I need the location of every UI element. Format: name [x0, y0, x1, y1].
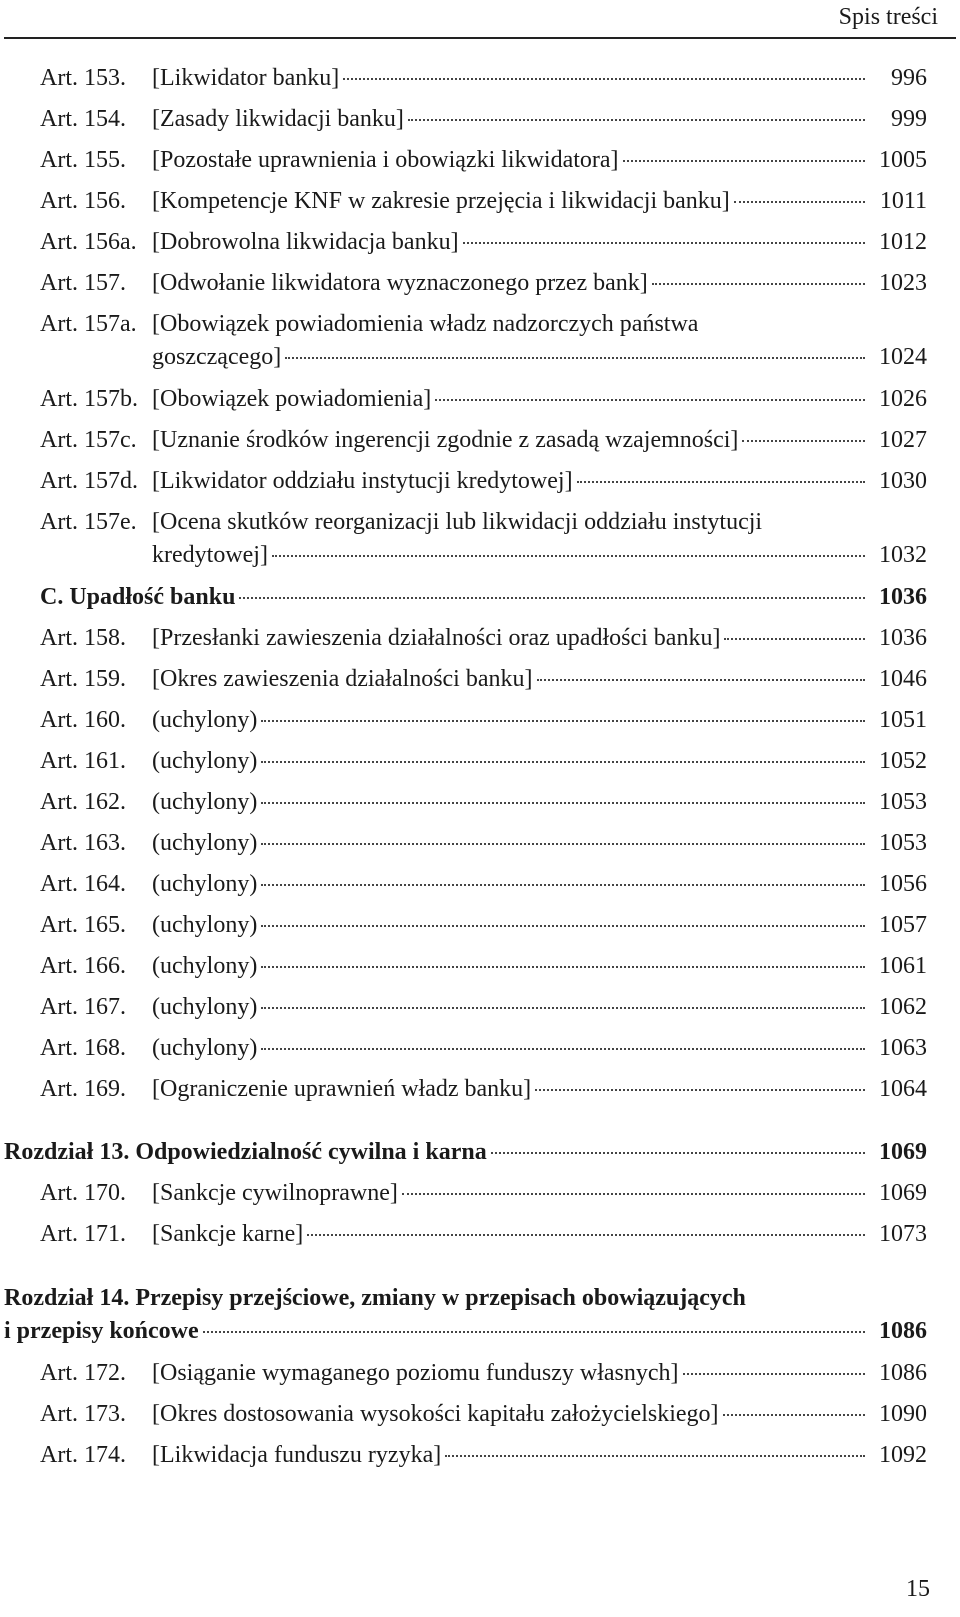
dot-leader [445, 1455, 865, 1457]
article-number: Art. 169. [40, 1076, 126, 1102]
toc-article-entry [0, 62, 960, 95]
entry-title: (uchylony) [152, 789, 258, 815]
entry-title: [Sankcje karne] [152, 1221, 304, 1247]
toc-chapter-entry [0, 1282, 960, 1348]
entry-title: [Obowiązek powiadomienia] [152, 386, 432, 412]
toc-article-entry [0, 103, 960, 136]
dot-leader [463, 242, 865, 244]
page-reference: 1052 [879, 748, 927, 774]
entry-title: (uchylony) [152, 707, 258, 733]
entry-title: (uchylony) [152, 830, 258, 856]
article-number: Art. 159. [40, 666, 126, 692]
toc-article-entry [0, 383, 960, 416]
toc-article-entry [0, 424, 960, 457]
article-number: Art. 166. [40, 953, 126, 979]
page-reference: 1092 [879, 1442, 927, 1468]
article-number: Art. 163. [40, 830, 126, 856]
toc-article-entry [0, 909, 960, 942]
page-reference: 1024 [879, 344, 927, 370]
toc-article-entry [0, 827, 960, 860]
page-reference: 1063 [879, 1035, 927, 1061]
page-reference: 1046 [879, 666, 927, 692]
page-reference: 996 [891, 65, 927, 91]
page-reference: 1036 [879, 625, 927, 651]
article-number: Art. 164. [40, 871, 126, 897]
dot-leader [723, 1414, 865, 1416]
toc-article-entry [0, 622, 960, 655]
entry-title: kredytowej] [152, 542, 268, 568]
dot-leader [724, 638, 865, 640]
entry-title: [Sankcje cywilnoprawne] [152, 1180, 398, 1206]
entry-title: Rozdział 14. Przepisy przejściowe, zmiany w przepisach obowiązujących [4, 1285, 746, 1311]
entry-title: [Osiąganie wymaganego poziomu funduszy własnych] [152, 1360, 679, 1386]
page-reference: 1057 [879, 912, 927, 938]
article-number: Art. 157d. [40, 468, 138, 494]
article-number: Art. 162. [40, 789, 126, 815]
entry-title: (uchylony) [152, 912, 258, 938]
entry-title: [Ograniczenie uprawnień władz banku] [152, 1076, 532, 1102]
dot-leader [261, 1048, 865, 1050]
dot-leader [261, 884, 865, 886]
entry-title: [Uznanie środków ingerencji zgodnie z zasadą wzajemności] [152, 427, 739, 453]
toc-article-entry [0, 185, 960, 218]
page-reference: 1026 [879, 386, 927, 412]
dot-leader [623, 160, 865, 162]
article-number: Art. 173. [40, 1401, 126, 1427]
entry-title: [Okres dostosowania wysokości kapitału założycielskiego] [152, 1401, 719, 1427]
page-reference: 1061 [879, 953, 927, 979]
dot-leader [734, 201, 865, 203]
article-number: Art. 153. [40, 65, 126, 91]
article-number: Art. 174. [40, 1442, 126, 1468]
dot-leader [435, 399, 865, 401]
entry-title: [Pozostałe uprawnienia i obowiązki likwidatora] [152, 147, 619, 173]
dot-leader [343, 78, 865, 80]
toc-article-entry [0, 144, 960, 177]
page-reference: 1086 [879, 1318, 927, 1344]
article-number: Art. 154. [40, 106, 126, 132]
page-reference: 1069 [879, 1180, 927, 1206]
dot-leader [261, 925, 865, 927]
dot-leader [261, 843, 865, 845]
toc-article-entry [0, 663, 960, 696]
page-reference: 1027 [879, 427, 927, 453]
entry-title: (uchylony) [152, 1035, 258, 1061]
dot-leader [535, 1089, 865, 1091]
article-number: Art. 157c. [40, 427, 137, 453]
article-number: Art. 171. [40, 1221, 126, 1247]
toc-article-entry [0, 950, 960, 983]
article-number: Art. 157e. [40, 509, 137, 535]
toc-article-entry [0, 1439, 960, 1472]
page-reference: 1005 [879, 147, 927, 173]
page-reference: 1051 [879, 707, 927, 733]
dot-leader [261, 802, 865, 804]
page-reference: 1053 [879, 789, 927, 815]
entry-title: [Likwidacja funduszu ryzyka] [152, 1442, 442, 1468]
page-reference: 1056 [879, 871, 927, 897]
article-number: Art. 155. [40, 147, 126, 173]
toc-article-entry [0, 991, 960, 1024]
toc-section-entry [0, 581, 960, 614]
article-number: Art. 157. [40, 270, 126, 296]
page-reference: 1073 [879, 1221, 927, 1247]
entry-title: Rozdział 13. Odpowiedzialność cywilna i karna [4, 1139, 487, 1165]
toc-article-entry [0, 868, 960, 901]
page-reference: 1053 [879, 830, 927, 856]
article-number: Art. 170. [40, 1180, 126, 1206]
toc-article-entry [0, 1073, 960, 1106]
toc-article-entry [0, 704, 960, 737]
entry-title: [Dobrowolna likwidacja banku] [152, 229, 459, 255]
page-reference: 1012 [879, 229, 927, 255]
toc-article-entry [0, 1357, 960, 1390]
page-number: 15 [906, 1576, 930, 1602]
header-rule [4, 37, 956, 39]
article-number: Art. 160. [40, 707, 126, 733]
toc-article-entry [0, 1177, 960, 1210]
page-reference: 1069 [879, 1139, 927, 1165]
toc-chapter-entry [0, 1136, 960, 1169]
dot-leader [261, 1007, 865, 1009]
article-number: Art. 157b. [40, 386, 138, 412]
article-number: Art. 156. [40, 188, 126, 214]
dot-leader [683, 1373, 865, 1375]
page-reference: 1086 [879, 1360, 927, 1386]
toc-article-entry [0, 465, 960, 498]
page-reference: 1062 [879, 994, 927, 1020]
entry-title: (uchylony) [152, 748, 258, 774]
dot-leader [239, 597, 865, 599]
page-reference: 1023 [879, 270, 927, 296]
dot-leader [261, 720, 865, 722]
page-reference: 999 [891, 106, 927, 132]
entry-title: goszczącego] [152, 344, 282, 370]
entry-title: [Likwidator oddziału instytucji kredytowej] [152, 468, 573, 494]
entry-title: C. Upadłość banku [40, 584, 236, 610]
entry-title: (uchylony) [152, 953, 258, 979]
toc-article-entry [0, 506, 960, 572]
entry-title: [Przesłanki zawieszenia działalności oraz upadłości banku] [152, 625, 721, 651]
entry-title: [Obowiązek powiadomienia władz nadzorczych państwa [152, 311, 699, 337]
dot-leader [742, 440, 865, 442]
dot-leader [652, 283, 865, 285]
page-reference: 1011 [879, 188, 927, 214]
toc-article-entry [0, 745, 960, 778]
page-reference: 1090 [879, 1401, 927, 1427]
dot-leader [537, 679, 866, 681]
article-number: Art. 158. [40, 625, 126, 651]
entry-title: i przepisy końcowe [4, 1318, 199, 1344]
dot-leader [491, 1152, 865, 1154]
dot-leader [307, 1234, 865, 1236]
dot-leader [577, 481, 865, 483]
toc-article-entry [0, 1032, 960, 1065]
article-number: Art. 167. [40, 994, 126, 1020]
toc-article-entry [0, 1398, 960, 1431]
page-reference: 1032 [879, 542, 927, 568]
entry-title: [Okres zawieszenia działalności banku] [152, 666, 533, 692]
entry-title: [Odwołanie likwidatora wyznaczonego przez bank] [152, 270, 648, 296]
toc-article-entry [0, 308, 960, 374]
article-number: Art. 172. [40, 1360, 126, 1386]
running-header-title: Spis treści [838, 4, 938, 30]
dot-leader [285, 357, 865, 359]
article-number: Art. 156a. [40, 229, 137, 255]
entry-title: [Likwidator banku] [152, 65, 340, 91]
dot-leader [272, 555, 865, 557]
toc-article-entry [0, 226, 960, 259]
article-number: Art. 168. [40, 1035, 126, 1061]
dot-leader [402, 1193, 865, 1195]
entry-title: (uchylony) [152, 994, 258, 1020]
toc-article-entry [0, 267, 960, 300]
article-number: Art. 157a. [40, 311, 137, 337]
page-reference: 1064 [879, 1076, 927, 1102]
article-number: Art. 161. [40, 748, 126, 774]
entry-title: [Zasady likwidacji banku] [152, 106, 404, 132]
page-reference: 1036 [879, 584, 927, 610]
dot-leader [261, 761, 865, 763]
article-number: Art. 165. [40, 912, 126, 938]
entry-title: [Ocena skutków reorganizacji lub likwidacji oddziału instytucji [152, 509, 763, 535]
dot-leader [408, 119, 865, 121]
dot-leader [203, 1331, 865, 1333]
entry-title: [Kompetencje KNF w zakresie przejęcia i likwidacji banku] [152, 188, 730, 214]
dot-leader [261, 966, 865, 968]
toc-article-entry [0, 1218, 960, 1251]
page-reference: 1030 [879, 468, 927, 494]
entry-title: (uchylony) [152, 871, 258, 897]
toc-article-entry [0, 786, 960, 819]
